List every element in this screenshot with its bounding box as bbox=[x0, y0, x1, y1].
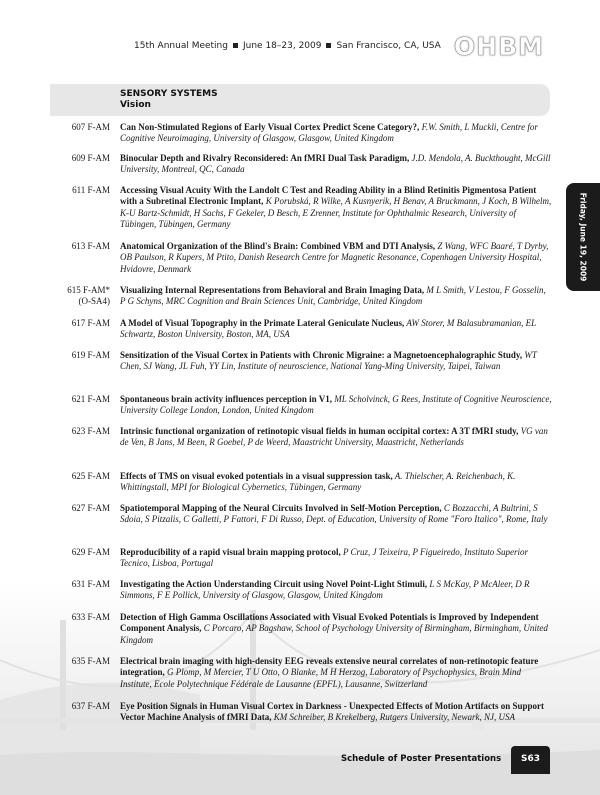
page-number: S63 bbox=[520, 754, 540, 764]
poster-title: Detection of High Gamma Oscillations Associated with Visual Evoked Potentials is Improved by Independent Component Analysis, bbox=[120, 612, 539, 634]
poster-authors: VG van de Ven, B Jans, M Been, R Goebel, P de Weerd, Maastricht University, Maastricht, Netherlands bbox=[120, 426, 548, 448]
poster-authors: L S McKay, P McAleer, D R Simmons, F E Pollick, University of Glasgow, Glasgow, United Kingdom bbox=[120, 579, 530, 601]
poster-title: Electrical brain imaging with high-density EEG reveals extensive neural correlates of non-retinotopic feature integration, bbox=[120, 656, 539, 678]
poster-number: 607 F-AM bbox=[71, 122, 110, 132]
poster-authors: C Porcaro, AP Bagshaw, School of Psychology University of Birmingham, Birmingham, United Kingdom bbox=[120, 623, 548, 645]
poster-text bbox=[120, 656, 552, 690]
poster-title: Eye Position Signals in Human Visual Cortex in Darkness - Unexpected Effects of Motion Artifacts on Support Vector Machine Analysis of fMRI Data, bbox=[120, 701, 545, 723]
poster-title: Binocular Depth and Rivalry Reconsidered: An fMRI Dual Task Paradigm, bbox=[120, 153, 410, 163]
poster-authors: WT Chen, SJ Wang, JL Fuh, YY Lin, Institute of neuroscience, National Yang-Ming University, Taipei, Taiwan bbox=[120, 350, 537, 372]
poster-title: Anatomical Organization of the Blind's Brain: Combined VBM and DTI Analysis, bbox=[120, 241, 436, 251]
poster-number: 629 F-AM bbox=[71, 547, 110, 557]
poster-number: 623 F-AM bbox=[71, 426, 110, 436]
poster-authors: A. Thielscher, A. Reichenbach, K. Whittingstall, MPI for Biological Cybernetics, Tübingen, Germany bbox=[120, 471, 516, 493]
poster-number: 619 F-AM bbox=[71, 350, 110, 360]
date-side-tab bbox=[566, 183, 600, 291]
poster-title: A Model of Visual Topography in the Primate Lateral Geniculate Nucleus, bbox=[120, 318, 405, 328]
poster-number: 637 F-AM bbox=[71, 701, 110, 711]
poster-authors: K Porubská, R Wilke, A Kusnyerik, H Benav, A Bruckmann, J Koch, B Wilhelm, K-U Bartz-Schmidt, H Sachs, F Gekeler, D Besch, E Zrenner, Institute for Ophthalmic Research, University of Tübingen, Tübingen, Germany bbox=[120, 196, 552, 230]
poster-text bbox=[120, 122, 552, 145]
footer-caption: Schedule of Poster Presentations bbox=[341, 754, 502, 764]
date-side-tab-label: Friday, June 19, 2009 bbox=[578, 192, 588, 282]
poster-number: 621 F-AM bbox=[71, 394, 110, 404]
poster-title: Sensitization of the Visual Cortex in Patients with Chronic Migraine: a Magnetoencephalographic Study, bbox=[120, 350, 523, 360]
poster-text bbox=[120, 701, 552, 724]
poster-number: 625 F-AM bbox=[71, 471, 110, 481]
poster-text bbox=[120, 579, 552, 602]
poster-authors: AW Storer, M Balasubramanian, EL Schwartz, Boston University, Boston, MA, USA bbox=[120, 318, 537, 340]
poster-number: 631 F-AM bbox=[71, 579, 110, 589]
poster-text bbox=[120, 547, 552, 570]
poster-authors: M L Smith, V Lestou, F Gosselin, P G Schyns, MRC Cognition and Brain Sciences Unit, Cambridge, United Kingdom bbox=[120, 285, 546, 307]
poster-text bbox=[120, 185, 552, 231]
poster-title: Can Non-Stimulated Regions of Early Visual Cortex Predict Scene Category?, bbox=[120, 122, 420, 132]
poster-number: 611 F-AM bbox=[72, 185, 110, 195]
page-number-tab bbox=[511, 746, 550, 774]
poster-number: 609 F-AM bbox=[71, 153, 110, 163]
poster-text bbox=[120, 612, 552, 646]
poster-title: Intrinsic functional organization of retinotopic visual fields in human occipital cortex: A 3T fMRI study, bbox=[120, 426, 519, 436]
poster-text bbox=[120, 503, 552, 526]
poster-text bbox=[120, 394, 552, 417]
poster-text bbox=[120, 426, 552, 449]
separator-square-icon bbox=[233, 43, 238, 48]
section-header bbox=[50, 84, 550, 116]
poster-title: Spatiotemporal Mapping of the Neural Circuits Involved in Self-Motion Perception, bbox=[120, 503, 442, 513]
poster-authors: C Bozzacchi, A Bultrini, S Sdoia, S Pitzalis, C Galletti, P Fattori, F Di Russo, Dept. of Education, University of Rome "Foro Italico", Rome, Italy bbox=[120, 503, 548, 525]
poster-authors: G Plomp, M Mercier, T U Otto, O Blanke, M H Herzog, Laboratory of Psychophysics, Brain Mind Institute, Ecole Polytechnique Fédérale de Lausanne (EPFL), Lausanne, Switzerland bbox=[120, 667, 521, 689]
section-title: SENSORY SYSTEMS bbox=[120, 89, 218, 99]
meeting-info bbox=[134, 41, 441, 51]
poster-title: Spontaneous brain activity influences perception in V1, bbox=[120, 394, 332, 404]
meeting-name: 15th Annual Meeting bbox=[134, 41, 228, 51]
poster-number: 627 F-AM bbox=[71, 503, 110, 513]
poster-authors: ML Scholvinck, G Rees, Institute of Cognitive Neuroscience, University College London, London, United Kingdom bbox=[120, 394, 552, 416]
section-subtitle: Vision bbox=[120, 100, 151, 110]
page-header bbox=[0, 32, 600, 61]
poster-text bbox=[120, 241, 552, 275]
poster-text bbox=[120, 471, 552, 494]
poster-text bbox=[120, 318, 552, 341]
ohbm-logo: OHBM bbox=[453, 32, 544, 61]
poster-number: 635 F-AM bbox=[71, 656, 110, 666]
poster-number: 615 F-AM* (O-SA4) bbox=[67, 285, 110, 307]
separator-square-icon bbox=[326, 43, 331, 48]
poster-title: Accessing Visual Acuity With the Landolt C Test and Reading Ability in a Blind Retinitis Pigmentosa Patient with a Subretinal Electronic Implant, bbox=[120, 185, 537, 207]
poster-authors: KM Schreiber, B Krekelberg, Rutgers University, Newark, NJ, USA bbox=[271, 712, 515, 723]
poster-title: Effects of TMS on visual evoked potentials in a visual suppression task, bbox=[120, 471, 393, 481]
poster-title: Reproducibility of a rapid visual brain mapping protocol, bbox=[120, 547, 341, 557]
meeting-location: San Francisco, CA, USA bbox=[336, 41, 441, 51]
poster-text bbox=[120, 153, 552, 176]
poster-title: Investigating the Action Understanding Circuit using Novel Point-Light Stimuli, bbox=[120, 579, 428, 589]
poster-text bbox=[120, 285, 552, 308]
poster-number: 617 F-AM bbox=[71, 318, 110, 328]
meeting-dates: June 18–23, 2009 bbox=[242, 41, 322, 51]
poster-authors: J.D. Mendola, A. Buckthought, McGill University, Montreal, QC, Canada bbox=[120, 153, 551, 175]
poster-title: Visualizing Internal Representations from Behavioral and Brain Imaging Data, bbox=[120, 285, 425, 295]
poster-number: 613 F-AM bbox=[71, 241, 110, 251]
poster-authors: P Cruz, J Teixeira, P Figueiredo, Instituto Superior Tecnico, Lisboa, Portugal bbox=[120, 547, 528, 569]
poster-authors: Z Wang, WFC Baaré, T Dyrby, OB Paulson, R Kupers, M Ptito, Danish Research Centre for Magnetic Resonance, Copenhagen University Hospital, Hvidovre, Denmark bbox=[120, 241, 549, 274]
poster-text bbox=[120, 350, 552, 373]
poster-number: 633 F-AM bbox=[71, 612, 110, 622]
poster-authors: F.W. Smith, L Muckli, Centre for Cognitive Neuroimaging, University of Glasgow, Glasgow, United Kingdom bbox=[120, 122, 538, 144]
